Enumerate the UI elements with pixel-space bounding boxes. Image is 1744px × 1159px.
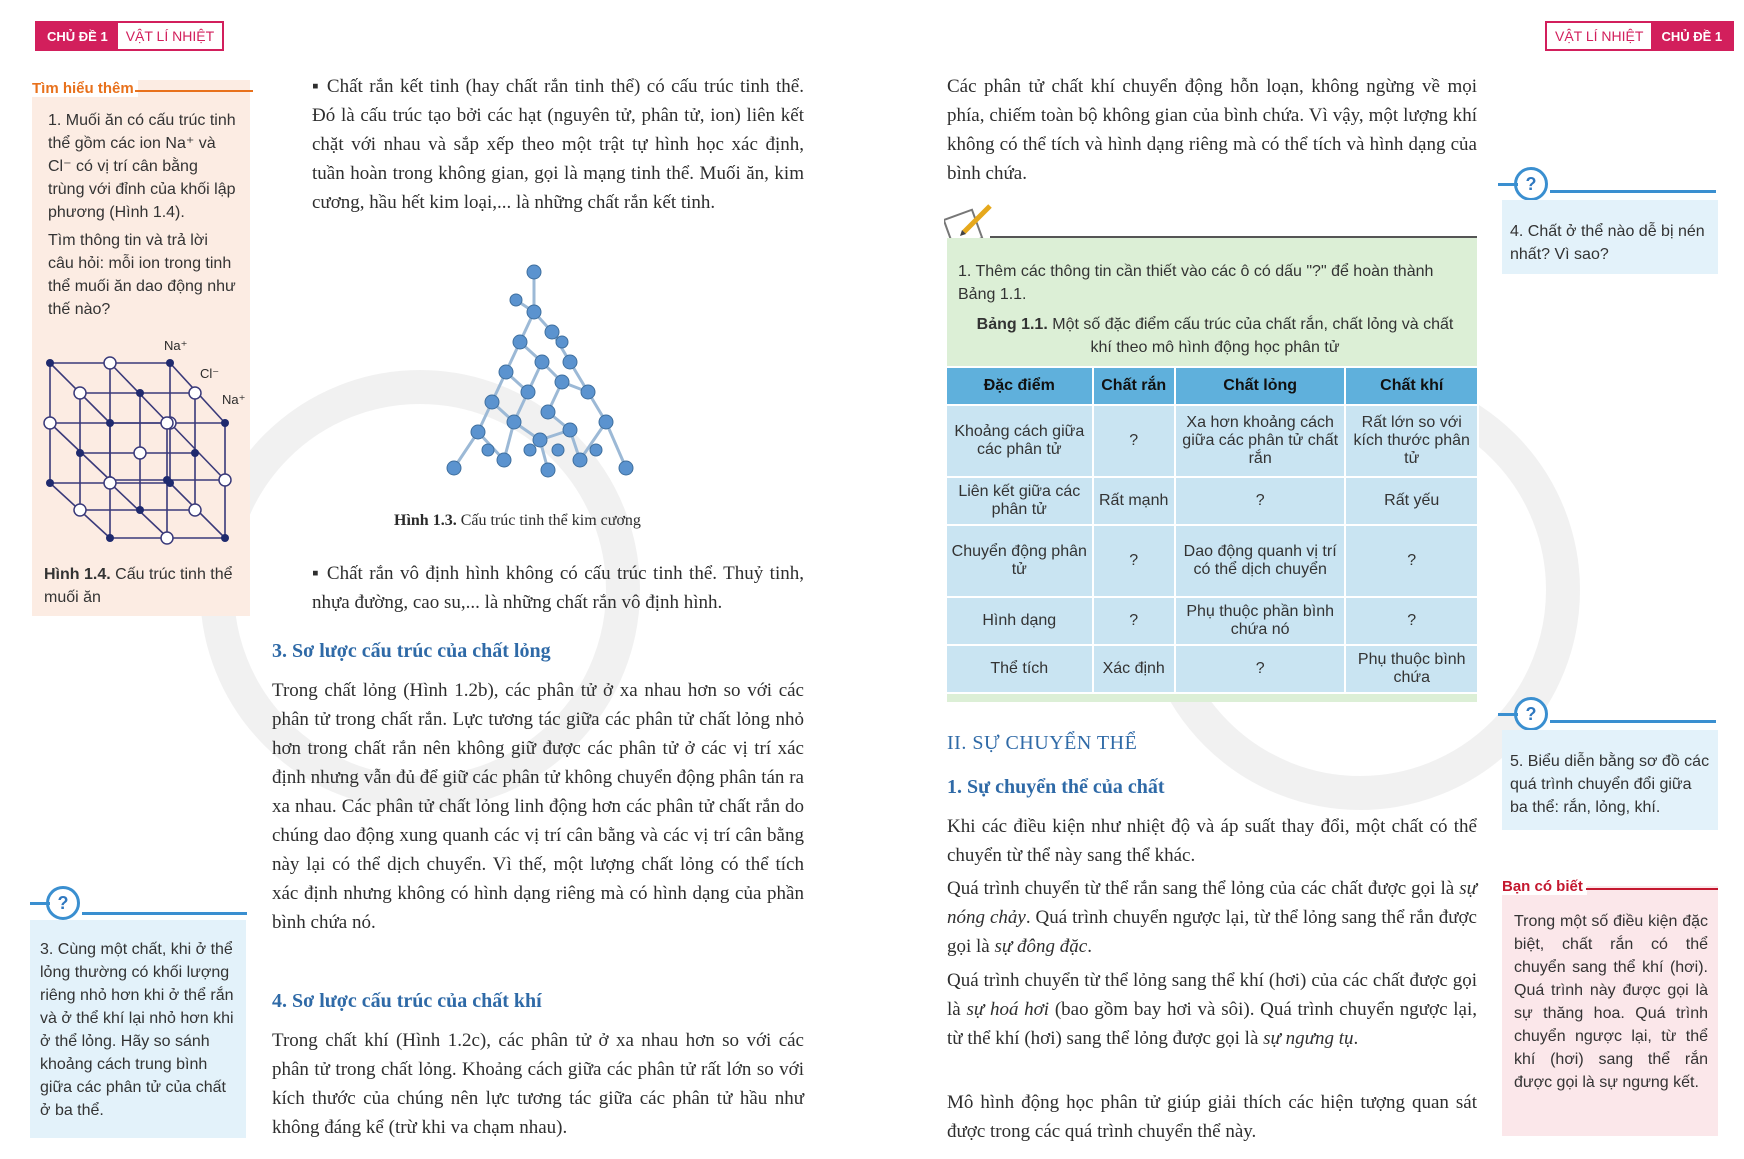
chapter-tag-right (1545, 21, 1734, 51)
term-condensation: sự ngưng tụ (1263, 1028, 1354, 1049)
table-header-cell: Chất khí (1345, 367, 1478, 405)
question-rule (30, 902, 50, 905)
table-cell: Chuyển động phân tử (946, 525, 1093, 597)
caption-number: Hình 1.4. (44, 566, 111, 583)
liquid-paragraph: Trong chất lỏng (Hình 1.2b), các phân tử ở xa nhau hơn so với các phân tử trong chất rắn. Lực tương tác giữa các phân tử chất lỏng nhỏ hơn trong chất rắn nên không giữ được các phân tử ở các vị trí xác định nhưng vẫn đủ để giữ các phân tử không chuyển động phân tán ra xa nhau. Các phân tử chất lỏng linh động hơn các phân tử chất rắn do chúng dao động xung quanh các vị trí cân bằng và các vị trí cân bằng này lại có thể dịch chuyển. Vì thế, một lượng chất lỏng có thể tích xác định nhưng không có hình dạng riêng mà có hình dạng của phần bình chứa nó. (272, 680, 804, 933)
table-cell: Phụ thuộc bình chứa (1345, 645, 1478, 693)
crystalline-paragraph: ▪ Chất rắn kết tinh (hay chất rắn tinh thể) có cấu trúc tinh thể. Đó là cấu trúc tạo bởi các hạt (nguyên tử, phân tử, ion) liên kết chặt với nhau và sắp xếp theo một trật tự hình học xác định, tuần hoàn trong không gian, gọi là mạng tinh thể. Muối ăn, kim cương, hầu hết kim loại,... là những chất rắn kết tinh. (312, 76, 804, 213)
table-cell: ? (1345, 597, 1478, 645)
heading-liquid: 3. Sơ lược cấu trúc của chất lỏng (272, 640, 551, 662)
term-solidification: sự đông đặc (994, 936, 1088, 957)
explore-paragraph: 1. Muối ăn có cấu trúc tinh thể gồm các ion Na⁺ và Cl⁻ có vị trí cân bằng trùng với đỉnh của khối lập phương (Hình 1.4). (48, 112, 236, 221)
question-icon: ? (1514, 167, 1548, 201)
label-na-right: Na⁺ (222, 392, 246, 407)
question-rule (82, 912, 247, 915)
question-rule (1550, 190, 1716, 193)
kinetic-model-paragraph: Mô hình động học phân tử giúp giải thích các hiện tượng quan sát được trong các quá trình chuyển thể này. (947, 1092, 1477, 1142)
label-na-top: Na⁺ (164, 338, 188, 353)
did-you-know-rule (1586, 888, 1718, 890)
diamond-crystal-figure (430, 260, 650, 490)
table-cell: Liên kết giữa các phân tử (946, 477, 1093, 525)
table-row (946, 405, 1478, 477)
table-cell: Rất yếu (1345, 477, 1478, 525)
text: . (1087, 936, 1092, 957)
topic-label: CHỦ ĐỀ 1 (1651, 23, 1732, 49)
table-cell: Thể tích (946, 645, 1093, 693)
label-cl: Cl⁻ (200, 366, 220, 381)
text: . (1353, 1028, 1359, 1049)
caption-number: Hình 1.3. (394, 512, 457, 529)
text: (bao gồm bay hơi và sôi). Quá trình chuyển ngược lại, từ thể khí (hơi) sang thể lỏng được gọi là (947, 999, 1478, 1049)
gas-paragraph: Trong chất khí (Hình 1.2c), các phân tử ở xa nhau hơn so với các phân tử trong chất lỏng. Khoảng cách giữa các phân tử rất lớn so với kích thước của chúng nên lực tương tác giữa các phân tử hầu như không đáng kể (trừ khi va chạm nhau). (272, 1030, 804, 1138)
question-rule (1550, 720, 1716, 723)
table-header-row (946, 367, 1478, 405)
table-cell: Dao động quanh vị trí có thể dịch chuyển (1175, 525, 1346, 597)
table-header-cell: Chất rắn (1093, 367, 1175, 405)
table-row (946, 645, 1478, 693)
table-cell: Hình dạng (946, 597, 1093, 645)
text: Quá trình chuyển từ thể rắn sang thể lỏng của các chất được gọi là (947, 878, 1460, 899)
table-row (946, 525, 1478, 597)
explore-heading: Tìm hiểu thêm (32, 80, 138, 97)
table-cell: ? (1093, 405, 1175, 477)
topic-label: CHỦ ĐỀ 1 (37, 23, 118, 49)
section-heading: II. SỰ CHUYỂN THỂ (947, 732, 1138, 754)
table-row (946, 597, 1478, 645)
table-title-text: Một số đặc điểm cấu trúc của chất rắn, chất lỏng và chất khí theo mô hình động học phân tử (1052, 316, 1454, 356)
table-title (975, 313, 1455, 359)
table-cell: Xa hơn khoảng cách giữa các phân tử chất rắn (1175, 405, 1346, 477)
did-you-know-text: Trong một số điều kiện đặc biệt, chất rắn có thể chuyển sang thể khí (hơi). Quá trình này được gọi là sự thăng hoa. Quá trình chuyển ngược lại, từ thể khí (hơi) sang thể rắn được gọi là sự ngưng kết. (1514, 913, 1708, 1091)
table-cell: ? (1093, 597, 1175, 645)
table-cell: Khoảng cách giữa các phân tử (946, 405, 1093, 477)
structure-table (945, 366, 1479, 694)
term-melting: sự nóng chảy (947, 878, 1477, 928)
caption-text: Cấu trúc tinh thể muối ăn (44, 566, 233, 606)
phase-change-intro: Khi các điều kiện như nhiệt độ và áp suất thay đổi, một chất có thể chuyển từ thể này sang thể khác. (947, 816, 1477, 866)
subsection-heading: 1. Sự chuyển thể của chất (947, 776, 1165, 798)
table-cell: ? (1175, 477, 1346, 525)
term-vaporization: sự hoá hơi (966, 999, 1050, 1020)
table-header-cell: Đặc điểm (946, 367, 1093, 405)
text: Quá trình chuyển từ thể lỏng sang thể khí (hơi) của các chất được gọi là (947, 970, 1477, 1020)
activity-task: 1. Thêm các thông tin cần thiết vào các ô có dấu "?" để hoàn thành Bảng 1.1. (958, 263, 1434, 303)
question-icon: ? (1514, 697, 1548, 731)
table-cell: ? (1345, 525, 1478, 597)
question-4-text: 4. Chất ở thể nào dễ bị nén nhất? Vì sao? (1510, 223, 1705, 263)
table-cell: Phụ thuộc phần bình chứa nó (1175, 597, 1346, 645)
question-rule (1498, 713, 1518, 716)
table-header-cell: Chất lỏng (1175, 367, 1346, 405)
subject-label: VẬT LÍ NHIỆT (118, 23, 222, 49)
table-cell: ? (1175, 645, 1346, 693)
vaporization-paragraph (947, 966, 1477, 1053)
question-icon: ? (46, 886, 80, 920)
text: . Quá trình chuyển ngược lại, từ thể lỏng sang thể rắn được gọi là (947, 907, 1477, 957)
subject-label: VẬT LÍ NHIỆT (1547, 23, 1651, 49)
chapter-tag-left (35, 21, 224, 51)
question-3-text: 3. Cùng một chất, khi ở thể lỏng thường có khối lượng riêng nhỏ hơn khi ở thể rắn và ở thể khí lại nhỏ hơn khi ở thể lỏng. Hãy so sánh khoảng cách trung bình giữa các phân tử của chất ở ba thể. (40, 941, 234, 1119)
table-number: Bảng 1.1. (976, 316, 1048, 333)
question-5-text: 5. Biểu diễn bằng sơ đồ các quá trình chuyển đổi giữa ba thể: rắn, lỏng, khí. (1510, 753, 1710, 816)
melting-paragraph (947, 874, 1477, 961)
table-cell: ? (1093, 525, 1175, 597)
explore-question: Tìm thông tin và trả lời câu hỏi: mỗi ion trong tinh thể muối ăn dao động như thế nào? (48, 232, 236, 318)
question-rule (1498, 183, 1518, 186)
table-cell: Rất lớn so với kích thước phân tử (1345, 405, 1478, 477)
explore-heading-rule (135, 90, 253, 92)
table-cell: Xác định (1093, 645, 1175, 693)
did-you-know-heading: Bạn có biết (1502, 878, 1587, 895)
figure-caption-1-4 (44, 563, 244, 609)
gas-motion-paragraph: Các phân tử chất khí chuyển động hỗn loạn, không ngừng về mọi phía, chiếm toàn bộ không gian của bình chứa. Vì vậy, một lượng khí không có thể tích và hình dạng riêng mà có thể tích và hình dạng của bình chứa. (947, 76, 1477, 184)
amorphous-paragraph: ▪ Chất rắn vô định hình không có cấu trúc tinh thể. Thuỷ tinh, nhựa đường, cao su,... là những chất rắn vô định hình. (312, 563, 804, 613)
heading-gas: 4. Sơ lược cấu trúc của chất khí (272, 990, 542, 1012)
table-row (946, 477, 1478, 525)
figure-caption-1-3 (394, 512, 641, 530)
caption-text: Cấu trúc tinh thể kim cương (460, 512, 641, 529)
table-cell: Rất mạnh (1093, 477, 1175, 525)
